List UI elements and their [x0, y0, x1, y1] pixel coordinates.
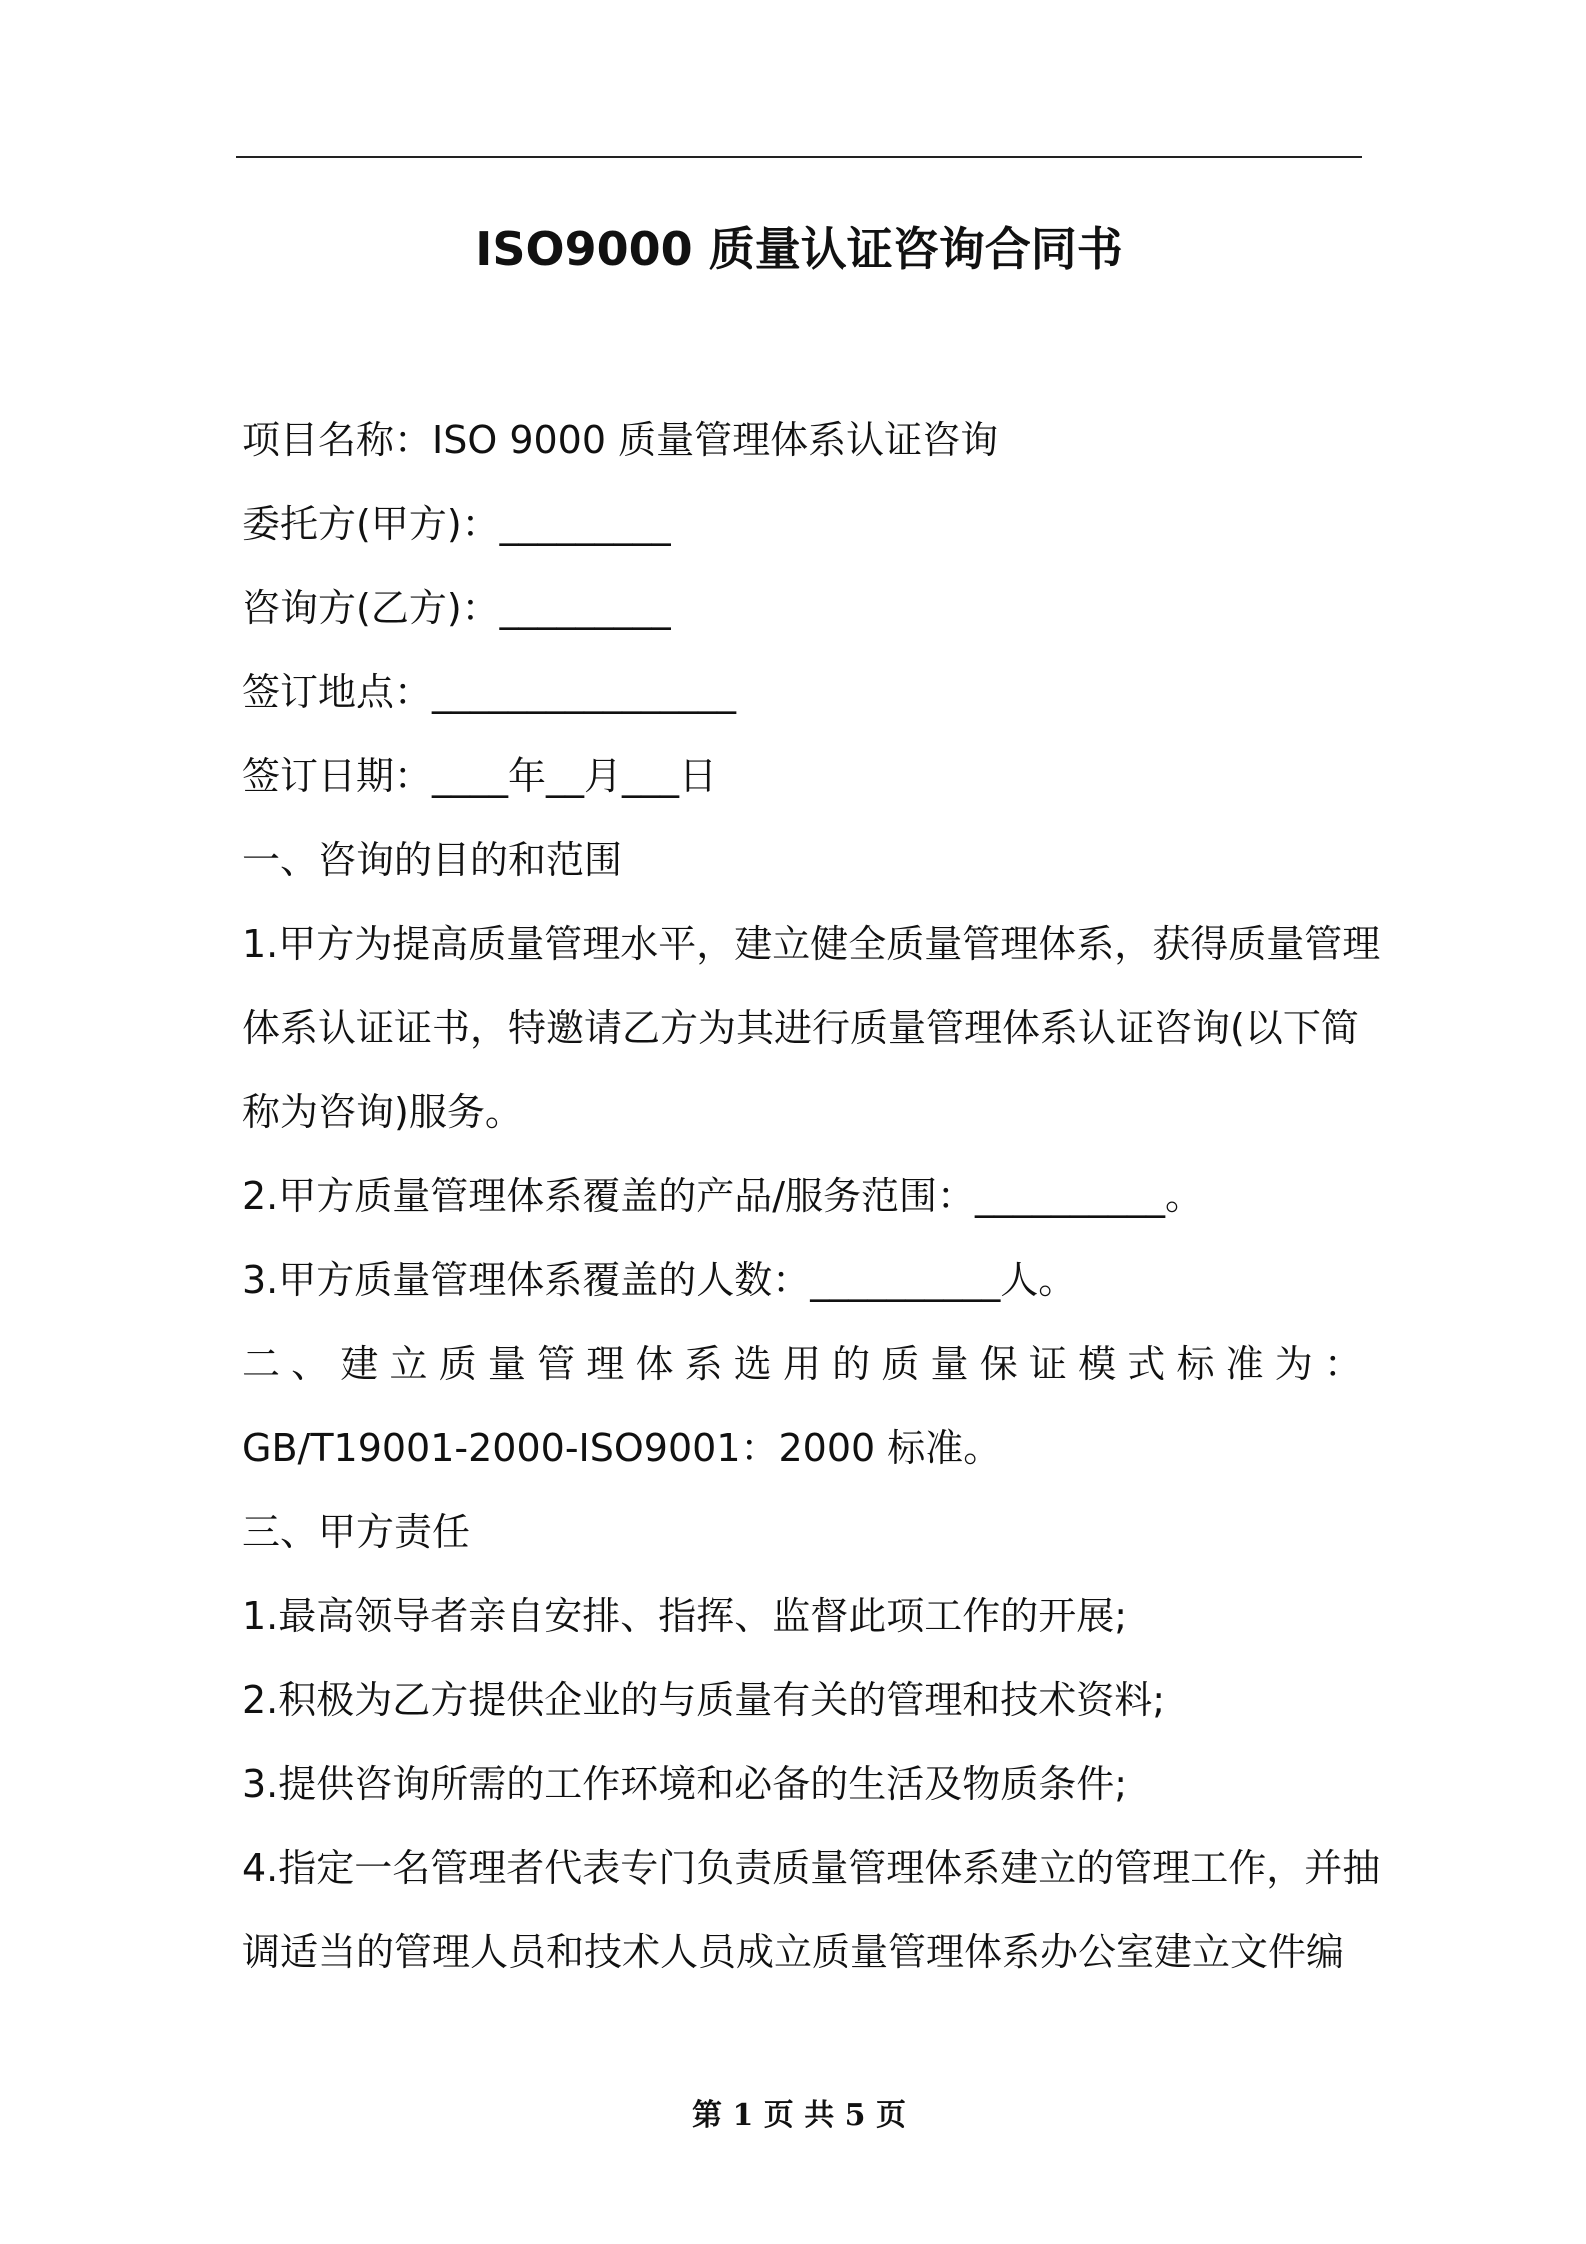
signing-place-line: 签订地点：________________ — [242, 670, 737, 714]
paragraph-line: 称为咨询)服务。 — [242, 1090, 523, 1134]
paragraph-line: 调适当的管理人员和技术人员成立质量管理体系办公室建立文件编 — [242, 1930, 1345, 1974]
consultant-party-line: 咨询方(乙方)：_________ — [242, 586, 671, 630]
paragraph-line: 1.最高领导者亲自安排、指挥、监督此项工作的开展; — [242, 1594, 1128, 1638]
header-rule — [236, 156, 1362, 158]
paragraph-line: 4.指定一名管理者代表专门负责质量管理体系建立的管理工作，并抽 — [242, 1846, 1381, 1890]
paragraph-line: 2.积极为乙方提供企业的与质量有关的管理和技术资料; — [242, 1678, 1166, 1722]
page-number-footer: 第 1 页 共 5 页 — [692, 2098, 906, 2133]
paragraph-line: 体系认证证书，特邀请乙方为其进行质量管理体系认证咨询(以下简 — [242, 1006, 1359, 1050]
document-title: ISO9000 质量认证咨询合同书 — [475, 222, 1123, 276]
client-party-line: 委托方(甲方)：_________ — [242, 502, 671, 546]
section-heading-standard: 二、建立质量管理体系选用的质量保证模式标准为： — [242, 1342, 1362, 1386]
section-heading-client-duties: 三、甲方责任 — [242, 1510, 471, 1554]
paragraph-line: 3.提供咨询所需的工作环境和必备的生活及物质条件; — [242, 1762, 1128, 1806]
signing-date-line: 签订日期：____年__月___日 — [242, 754, 718, 798]
paragraph-line: 3.甲方质量管理体系覆盖的人数：__________人。 — [242, 1258, 1077, 1302]
project-name-line: 项目名称：ISO 9000 质量管理体系认证咨询 — [242, 418, 999, 462]
paragraph-line: 1.甲方为提高质量管理水平，建立健全质量管理体系，获得质量管理 — [242, 922, 1381, 966]
paragraph-line: 2.甲方质量管理体系覆盖的产品/服务范围：__________。 — [242, 1174, 1204, 1218]
section-heading-purpose: 一、咨询的目的和范围 — [242, 838, 623, 882]
paragraph-line: GB/T19001-2000-ISO9001：2000 标准。 — [242, 1426, 1002, 1470]
document-body — [242, 398, 1381, 1994]
